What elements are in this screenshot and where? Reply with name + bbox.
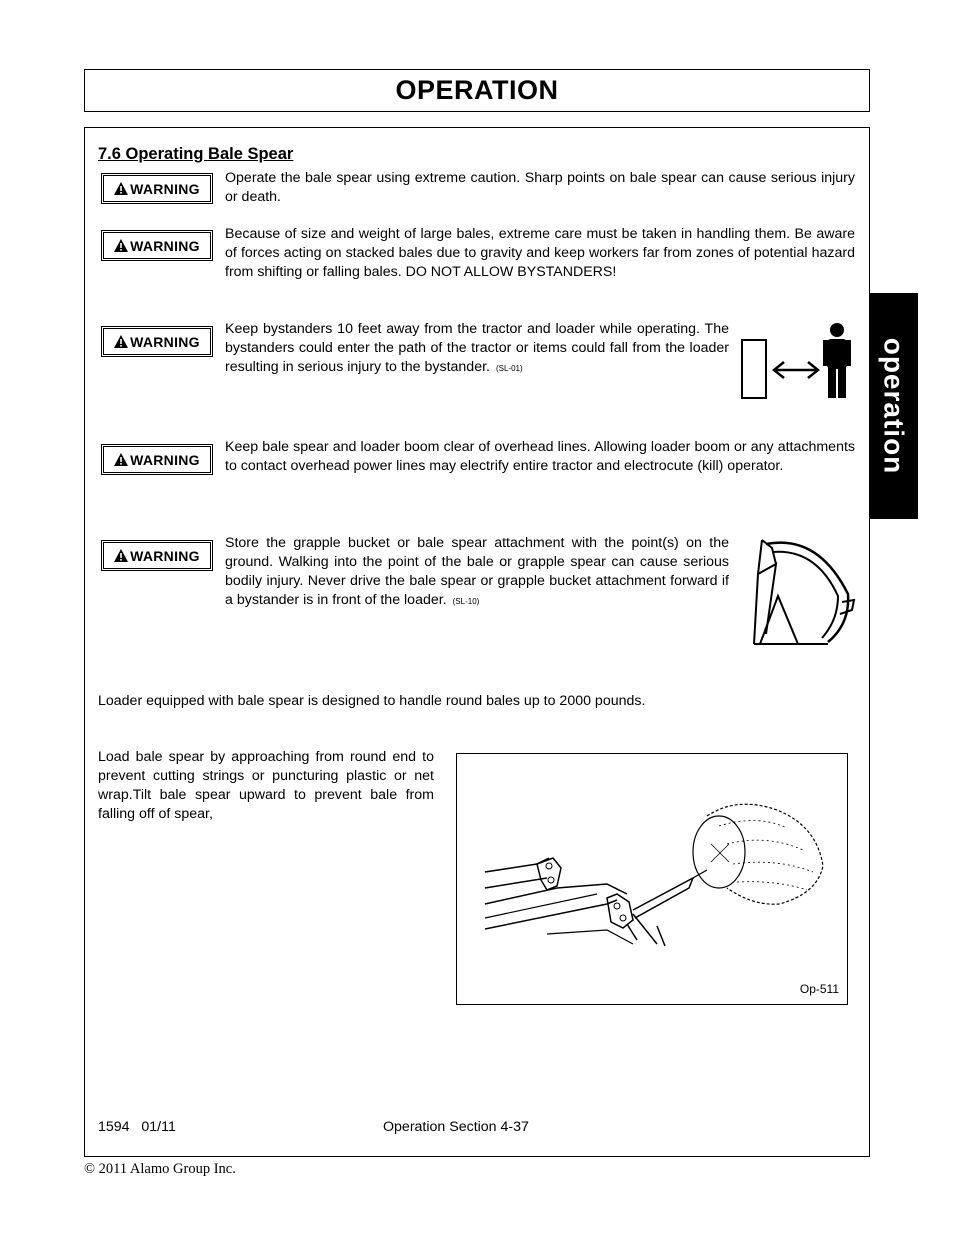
load-instructions: Load bale spear by approaching from round end to prevent cutting strings or puncturing plastic or net wrap.Tilt bale spear upward to prevent bale from falling off of spear,: [98, 749, 434, 822]
figure-label: Op-511: [799, 982, 839, 996]
capacity-note: Loader equipped with bale spear is designed to handle round bales up to 2000 pounds.: [98, 693, 646, 709]
safety-label-code: (SL-10): [452, 597, 480, 606]
warning-body: Operate the bale spear using extreme caution. Sharp points on bale spear can cause serious injury or death.: [225, 170, 855, 205]
page-section-number: Operation Section 4-37: [383, 1119, 529, 1135]
copyright: © 2011 Alamo Group Inc.: [84, 1161, 236, 1177]
warning-text: [225, 169, 855, 207]
alert-triangle-icon: [114, 453, 128, 466]
warning-body: Store the grapple bucket or bale spear attachment with the point(s) on the ground. Walking into the point of the bale or grapple spear can cause serious bodily injury. Never drive the bale spear or grapple bucket attachment forward if a bystander is in front of the loader.: [225, 535, 729, 608]
warning-body: Keep bystanders 10 feet away from the tractor and loader while operating. The bystanders could enter the path of the tractor or items could fall from the loader resulting in serious injury to the bystander.: [225, 321, 729, 375]
warning-text: [225, 534, 729, 611]
grapple-bucket-drawing: [748, 534, 856, 648]
side-tab: [869, 293, 918, 519]
alert-triangle-icon: [114, 335, 128, 348]
header-box: [84, 69, 870, 112]
warning-label: WARNING: [130, 237, 200, 254]
doc-number: 1594 01/11: [98, 1119, 176, 1135]
warning-body: Because of size and weight of large bales, extreme care must be taken in handling them. Be aware of forces acting on stacked bales due to gravity and keep workers far from zones of potential hazard from shifting or falling bales. DO NOT ALLOW BYSTANDERS!: [225, 226, 855, 280]
warning-label: WARNING: [130, 180, 200, 197]
warning-badge: [101, 326, 213, 357]
warning-label: WARNING: [130, 547, 200, 564]
warning-body: Keep bale spear and loader boom clear of overhead lines. Allowing loader boom or any attachments to contact overhead power lines may electrify entire tractor and electrocute (kill) operator.: [225, 439, 855, 474]
figure-box: [456, 753, 848, 1005]
warning-text: [225, 225, 855, 282]
section-title: 7.6 Operating Bale Spear: [98, 145, 294, 163]
bystander-distance-icon: [740, 322, 855, 400]
warning-text: [225, 438, 855, 476]
warning-badge: [101, 173, 213, 204]
safety-label-code: (SL-01): [495, 364, 523, 373]
warning-text: [225, 320, 729, 378]
alert-triangle-icon: [114, 182, 128, 195]
alert-triangle-icon: [114, 239, 128, 252]
side-tab-label: operation: [878, 337, 910, 475]
warning-badge: [101, 444, 213, 475]
page-header-title: OPERATION: [395, 75, 559, 105]
bale-spear-illustration: [457, 754, 847, 1004]
alert-triangle-icon: [114, 549, 128, 562]
warning-label: WARNING: [130, 333, 200, 350]
warning-badge: [101, 540, 213, 571]
warning-label: WARNING: [130, 451, 200, 468]
warning-badge: [101, 230, 213, 261]
